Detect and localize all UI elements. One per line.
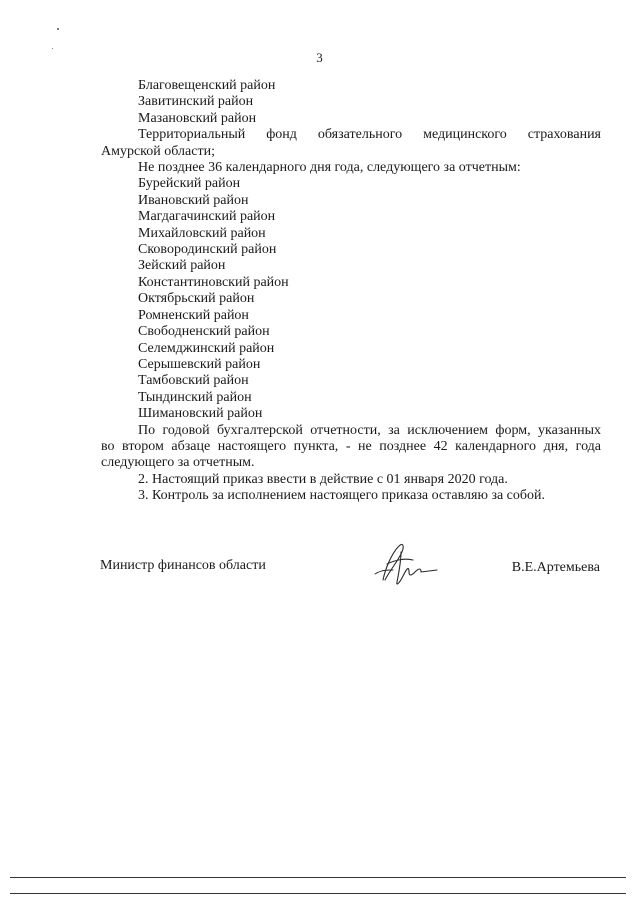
text-line: Ивановский район (138, 192, 249, 208)
text-line: Константиновский район (138, 274, 289, 290)
text-line: Михайловский район (138, 225, 266, 241)
handwritten-signature (365, 540, 445, 590)
text-line: Завитинский район (138, 94, 254, 110)
text-line: Зейский район (138, 258, 226, 274)
footer-rule (10, 893, 626, 894)
text-line: Амурской области; (101, 143, 215, 159)
text-line: Тындинский район (138, 389, 252, 405)
text-line: Селемджинский район (138, 340, 275, 356)
page-number: 3 (316, 50, 323, 65)
text-line: Мазановский район (138, 110, 257, 126)
text-line: Серышевский район (138, 356, 261, 372)
text-line: следующего за отчетным. (101, 455, 255, 471)
text-line: Бурейский район (138, 176, 241, 192)
text-line: Тамбовский район (138, 373, 249, 389)
text-line: Свободненский район (138, 324, 270, 340)
text-line: Благовещенский район (138, 78, 276, 93)
text-line: Территориальный фонд обязательного медицинского страхования (138, 127, 601, 143)
signature-block (100, 540, 600, 590)
text-line: 3. Контроль за исполнением настоящего приказа оставляю за собой. (138, 488, 546, 504)
text-line: 2. Настоящий приказ ввести в действие с 01 января 2020 года. (138, 471, 508, 487)
text-line: Не позднее 36 календарного дня года, следующего за отчетным: (138, 160, 521, 176)
text-line: Октябрьский район (138, 291, 255, 307)
text-line: Магдагачинский район (138, 209, 276, 225)
text-line: Ромненский район (138, 307, 249, 323)
document-body (101, 78, 601, 505)
footer-rule (10, 877, 626, 878)
signatory-name: В.Е.Артемьева (511, 560, 600, 575)
text-line: Сковородинский район (138, 242, 277, 258)
text-line: во втором абзаце настоящего пункта, - не позднее 42 календарного дня, года (101, 438, 601, 454)
scan-speck (52, 48, 53, 49)
scan-speck (57, 28, 59, 30)
signatory-title: Министр финансов области (100, 558, 266, 573)
text-line: По годовой бухгалтерской отчетности, за исключением форм, указанных (138, 422, 601, 438)
text-line: Шимановский район (138, 406, 263, 422)
